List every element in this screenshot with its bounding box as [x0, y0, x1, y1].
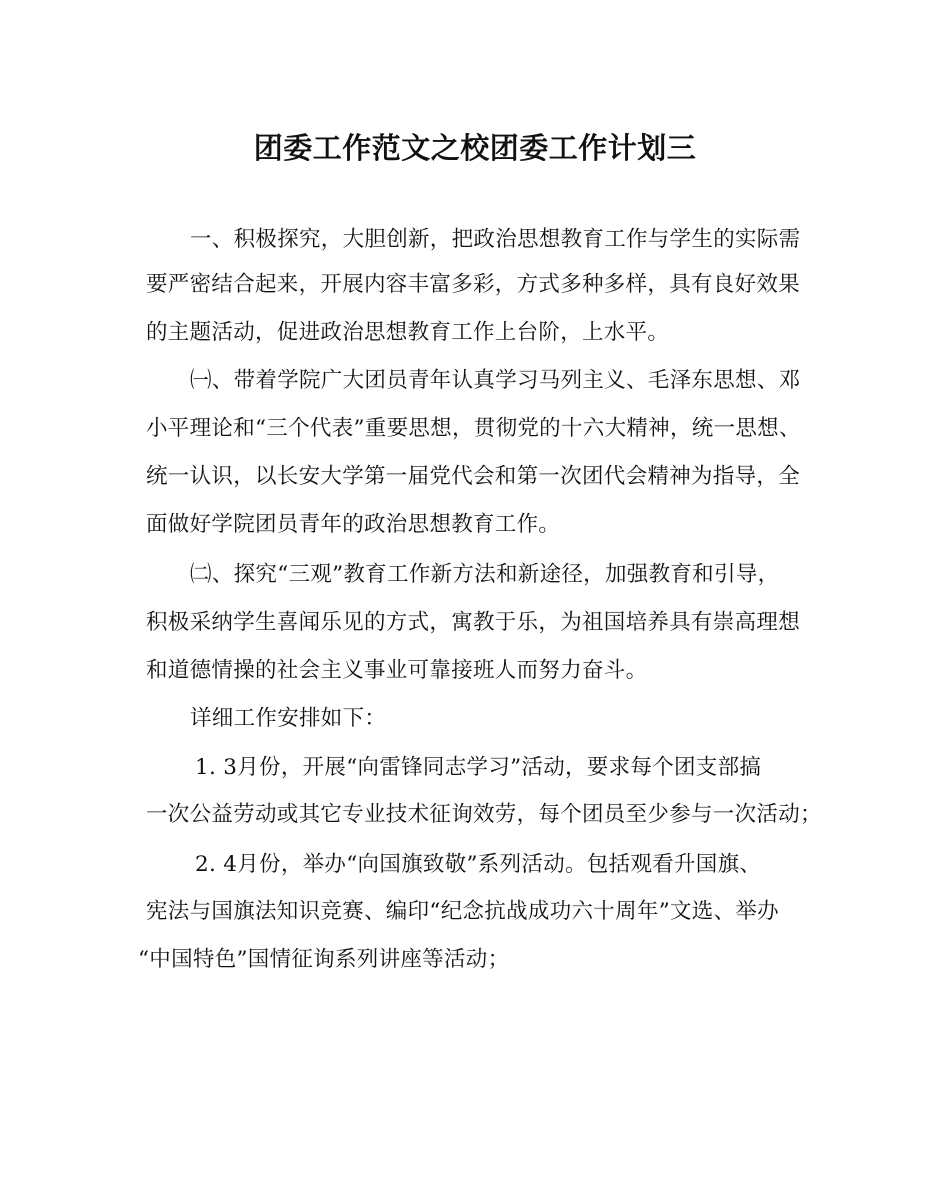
paragraph-line: 的主题活动，促进政治思想教育工作上台阶，上水平。	[146, 320, 670, 345]
paragraph-line: 和道德情操的社会主义事业可靠接班人而努力奋斗。	[146, 658, 648, 683]
document-title: 团委工作范文之校团委工作计划三	[253, 131, 697, 165]
paragraph-line: “中国特色”国情征询系列讲座等活动；	[138, 947, 510, 972]
paragraph-line: 积极采纳学生喜闻乐见的方式，寓教于乐，为祖国培养具有崇高理想	[146, 610, 801, 635]
paragraph-line: 1. 3月份，开展“向雷锋同志学习”活动，要求每个团支部搞	[195, 755, 762, 780]
paragraph-line: ㈠、带着学院广大团员青年认真学习马列主义、毛泽东思想、邓	[190, 368, 801, 393]
paragraph-line: ㈡、探究“三观”教育工作新方法和新途径，加强教育和引导，	[190, 562, 780, 587]
paragraph-line: 一、积极探究，大胆创新，把政治思想教育工作与学生的实际需	[190, 227, 801, 252]
paragraph-line: 面做好学院团员青年的政治思想教育工作。	[146, 512, 561, 537]
paragraph-line: 详细工作安排如下：	[190, 706, 387, 731]
paragraph-line: 2. 4月份，举办“向国旗致敬”系列活动。包括观看升国旗、	[195, 852, 762, 877]
paragraph-line: 小平理论和“三个代表”重要思想，贯彻党的十六大精神，统一思想、	[146, 416, 801, 441]
paragraph-line: 一次公益劳动或其它专业技术征询效劳，每个团员至少参与一次活动；	[146, 802, 822, 827]
paragraph-line: 统一认识，以长安大学第一届党代会和第一次团代会精神为指导，全	[146, 464, 801, 489]
paragraph-line: 要严密结合起来，开展内容丰富多彩，方式多种多样，具有良好效果	[146, 272, 801, 297]
paragraph-line: 宪法与国旗法知识竞赛、编印“纪念抗战成功六十周年”文选、举办	[146, 899, 779, 924]
